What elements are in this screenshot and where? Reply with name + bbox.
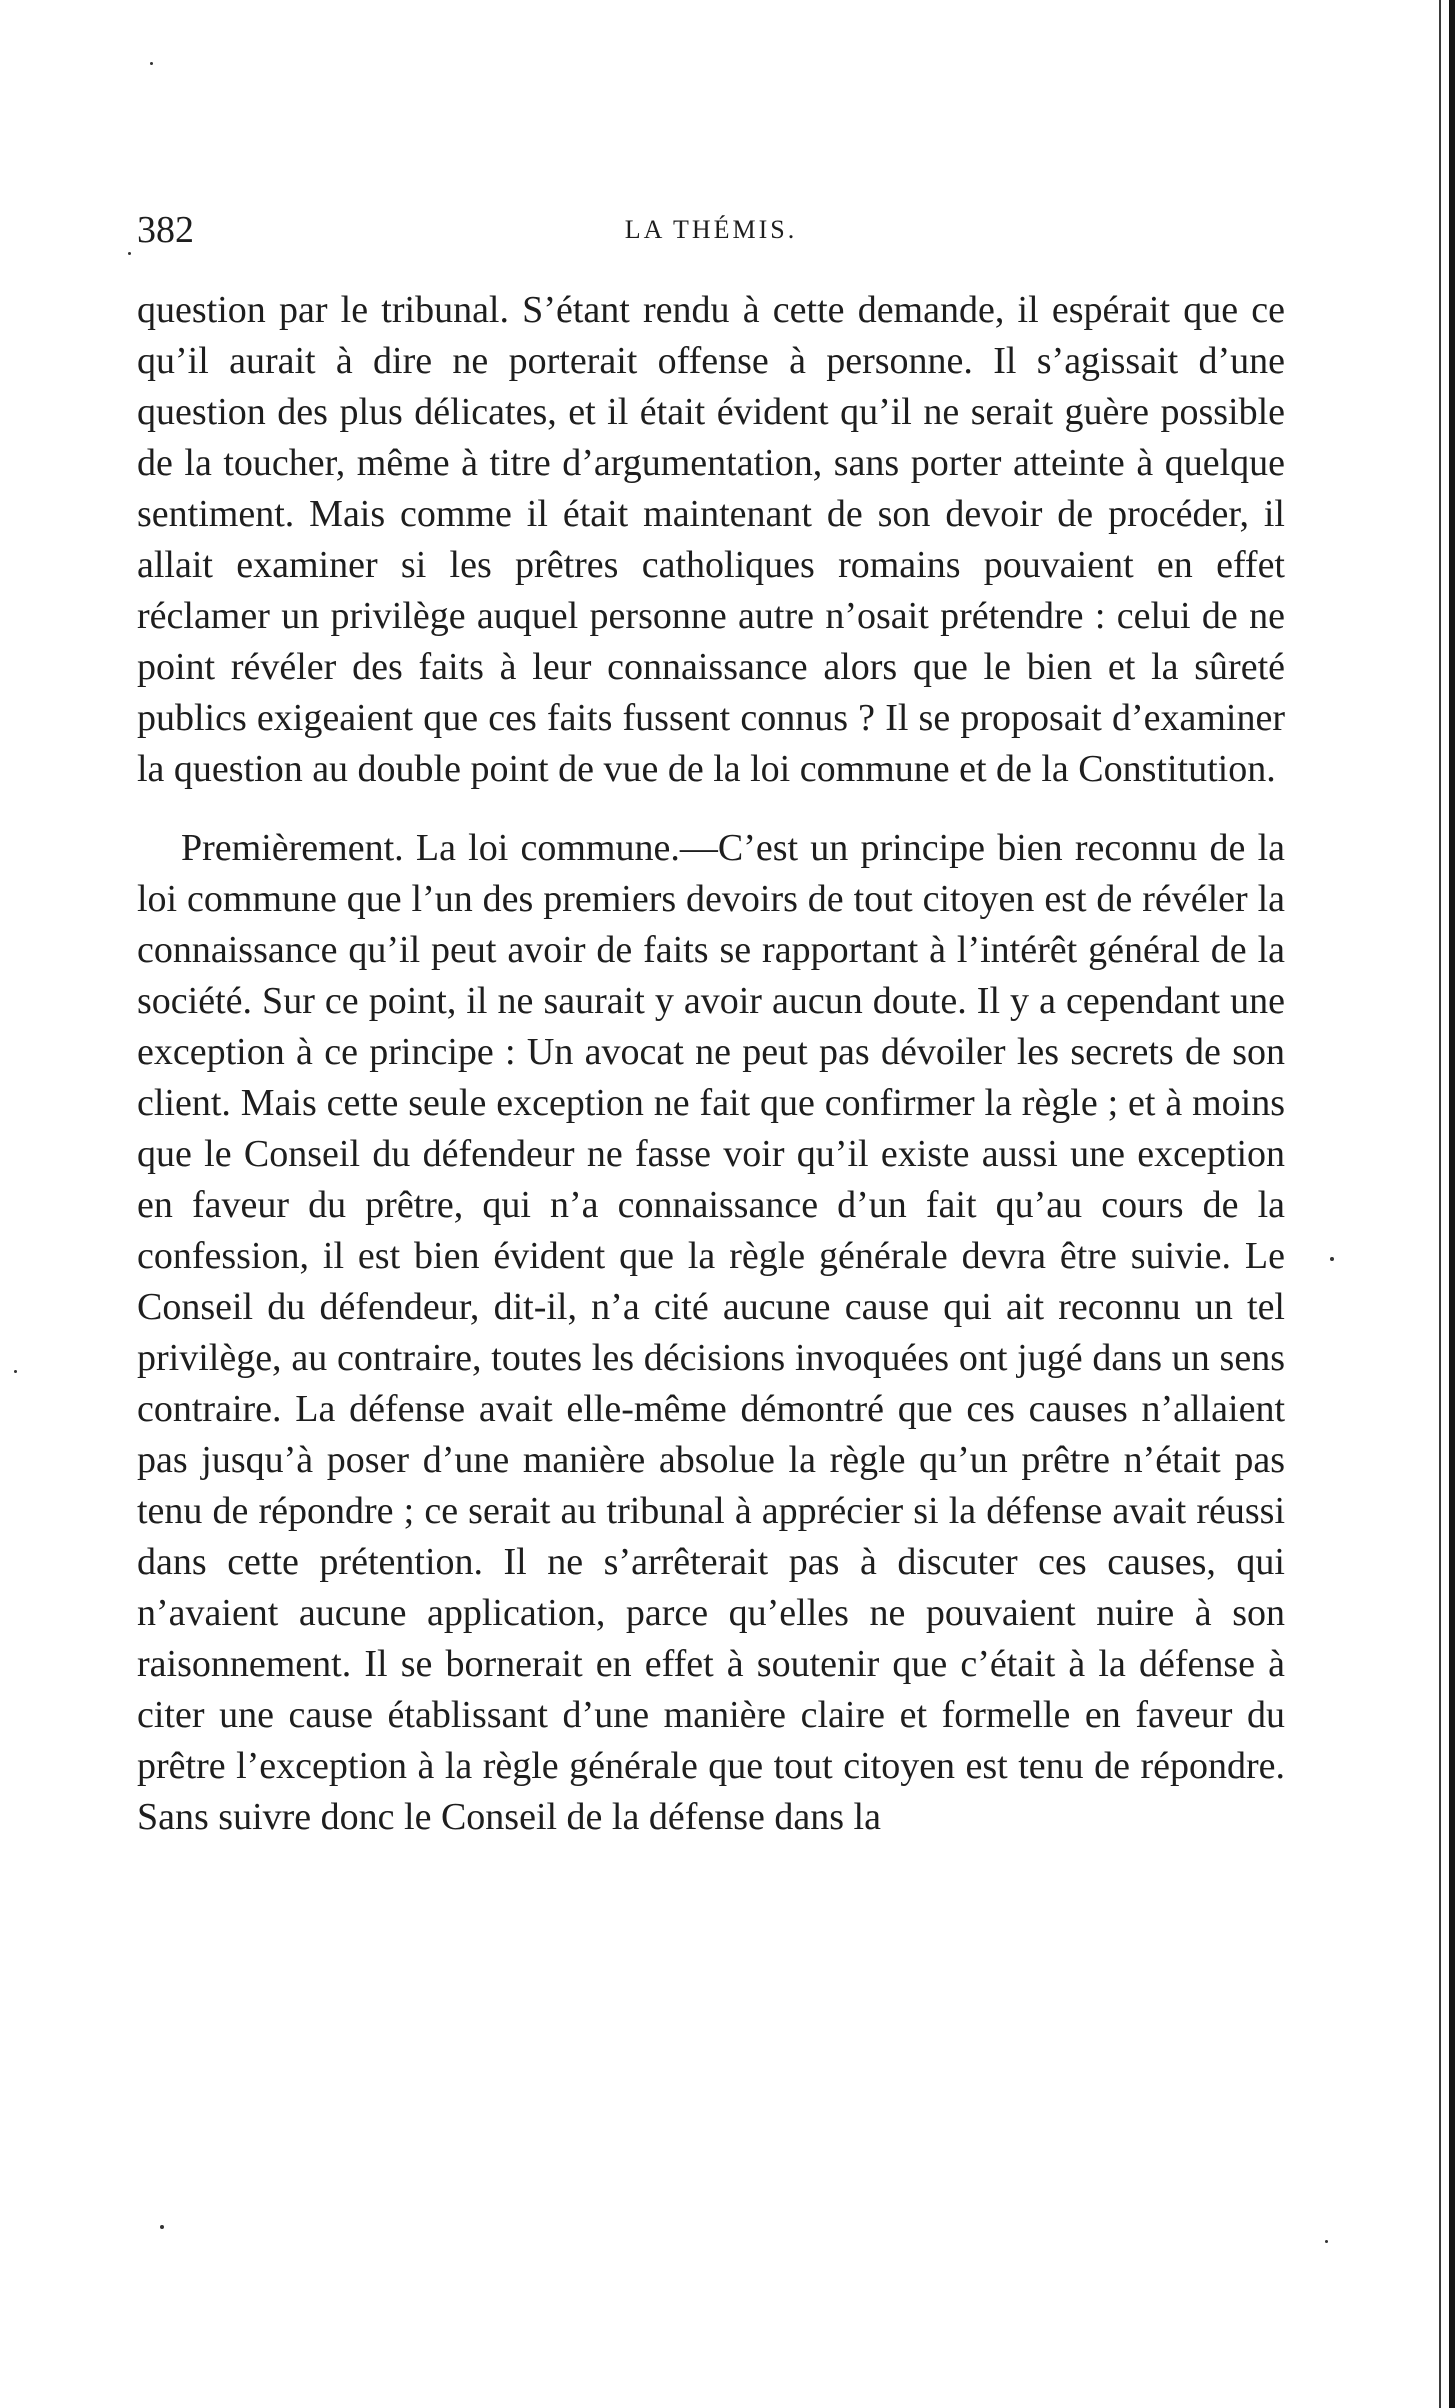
body-text (137, 285, 1285, 1843)
scan-speck (1325, 2240, 1328, 2243)
page-header (137, 205, 1285, 255)
page-number: 382 (137, 209, 194, 251)
scan-speck (160, 2225, 164, 2229)
paragraph-2: Premièrement. La loi commune.—C’est un principe bien reconnu de la loi commune que l’un des premiers devoirs de tout citoyen est de révéler la connaissance qu’il peut avoir de faits se rapportant à l’intérêt général de la société. Sur ce point, il ne saurait y avoir aucun doute. Il y a cependant une exception à ce principe : Un avocat ne peut pas dévoiler les secrets de son client. Mais cette seule exception ne fait que confirmer la règle ; et à moins que le Conseil du défendeur ne fasse voir qu’il existe aussi une exception en faveur du prêtre, qui n’a connaissance d’un fait qu’au cours de la confession, il est bien évident que la règle générale devra être suivie. Le Conseil du défendeur, dit-il, n’a cité aucune cause qui ait reconnu un tel privilège, au contraire, toutes les décisions invoquées ont jugé dans un sens contraire. La défense avait elle-même démontré que ces causes n’allaient pas jusqu’à poser d’une manière absolue la règle qu’un prêtre n’était pas tenu de répondre ; ce serait au tribunal à apprécier si la défense avait réussi dans cette prétention. Il ne s’arrêterait pas à discuter ces causes, qui n’avaient aucune application, parce qu’elles ne pouvaient nuire à son raisonnement. Il se bornerait en effet à soutenir que c’était à la défense à citer une cause établissant d’une manière claire et formelle en faveur du prêtre l’exception à la règle générale que tout citoyen est tenu de répondre. Sans suivre donc le Conseil de la défense dans la (137, 827, 1285, 1838)
page-edge-shadow (1449, 0, 1455, 2408)
scan-speck (150, 62, 153, 65)
running-head: LA THÉMIS. (624, 215, 798, 244)
scan-speck (1330, 1257, 1334, 1261)
scan-speck (14, 1370, 17, 1373)
page-edge-line (1439, 0, 1441, 2408)
paragraph-1: question par le tribunal. S’étant rendu à cette demande, il espérait que ce qu’il aurait à dire ne porterait offense à personne. Il s’agissait d’une question des plus délicates, et il était évident qu’il ne serait guère possible de la toucher, même à titre d’argumentation, sans porter atteinte à quelque sentiment. Mais comme il était maintenant de son devoir de procéder, il allait examiner si les prêtres catholiques romains pouvaient en effet réclamer un privilège auquel personne autre n’osait prétendre : celui de ne point révéler des faits à leur connaissance alors que le bien et la sûreté publics exigeaient que ces faits fussent connus ? Il se proposait d’examiner la question au double point de vue de la loi commune et de la Constitution. (137, 289, 1285, 790)
scan-speck (128, 252, 131, 255)
